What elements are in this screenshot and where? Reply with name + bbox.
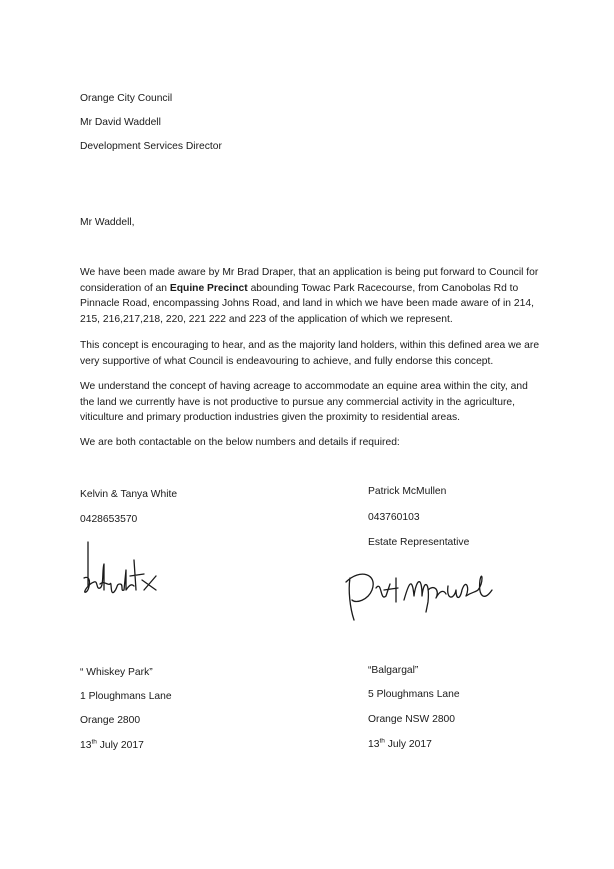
left-date	[80, 739, 144, 753]
left-signature	[78, 540, 168, 600]
right-date-suffix: th	[379, 737, 385, 745]
right-signer-role: Estate Representative	[368, 537, 470, 548]
right-property-name: “Balgargal”	[368, 665, 419, 676]
right-date	[368, 738, 432, 752]
body-paragraph-1-start: We have been made aware by Mr Brad Draper, that an application is being put forward to Council for consideration of an	[80, 267, 539, 294]
salutation: Mr Waddell,	[80, 217, 135, 228]
left-address: 1 Ploughmans Lane	[80, 691, 172, 702]
body-paragraph-1-end: abounding Towac Park Racecourse, from Canobolas Rd to Pinnacle Road, encompassing Johns Road, and land in which we have been made aware of in 214, 215, 216,217,218, 220, 221 222 and 223 of the application of which we represent.	[80, 282, 534, 325]
right-signer-name: Patrick McMullen	[368, 486, 447, 497]
left-date-day: 13	[80, 740, 92, 751]
left-signature-drawing	[78, 540, 168, 600]
left-signer-phone: 0428653570	[80, 514, 138, 525]
recipient-title: Development Services Director	[80, 141, 222, 152]
recipient-name: Mr David Waddell	[80, 117, 161, 128]
right-city: Orange NSW 2800	[368, 714, 455, 725]
left-city: Orange 2800	[80, 715, 141, 726]
body-paragraph-1	[80, 265, 540, 327]
right-signature-drawing	[342, 560, 502, 625]
left-property-name: “ Whiskey Park”	[80, 667, 153, 678]
body-paragraph-2: This concept is encouraging to hear, and as the majority land holders, within this defined area we are very supportive of what Council is endeavouring to achieve, and fully endorse this concept.	[80, 340, 540, 367]
right-date-day: 13	[368, 739, 380, 750]
left-date-rest: July 2017	[96, 740, 144, 751]
left-date-suffix: th	[91, 738, 97, 746]
right-signer-phone: 043760103	[368, 512, 420, 523]
body-paragraph-4: We are both contactable on the below numbers and details if required:	[80, 437, 400, 448]
equine-precinct-bold: Equine Precinct	[169, 282, 248, 294]
recipient-org: Orange City Council	[80, 93, 173, 104]
right-date-rest: July 2017	[384, 739, 432, 750]
right-address: 5 Ploughmans Lane	[368, 689, 460, 700]
body-paragraph-3: We understand the concept of having acreage to accommodate an equine area within the city, and the land we currently have is not productive to pursue any commercial activity in the agriculture, viticulture and primary production industries given the proximity to residential areas.	[80, 381, 528, 423]
left-signer-name: Kelvin & Tanya White	[80, 489, 178, 500]
right-signature	[342, 560, 502, 625]
